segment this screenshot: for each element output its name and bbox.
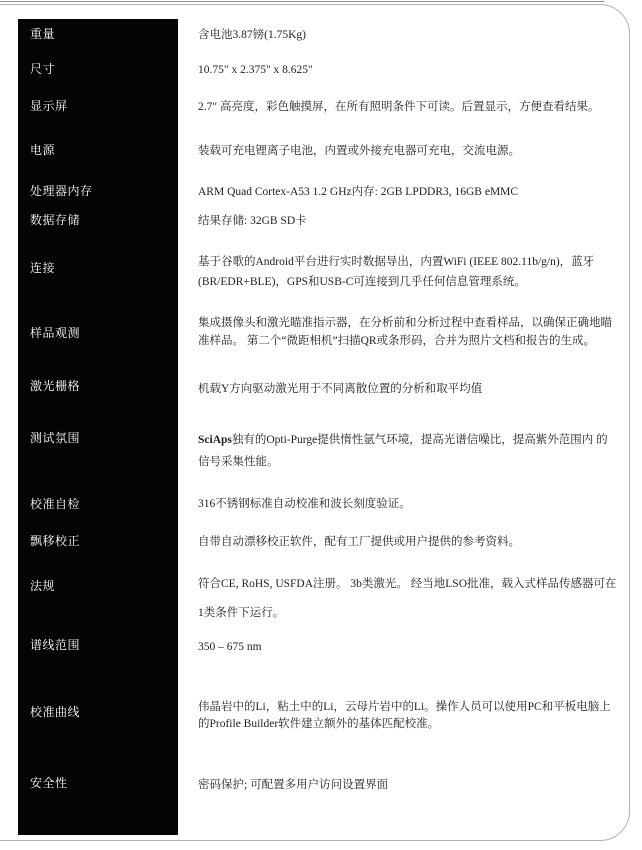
value-calibration-curves: 伟晶岩中的Li，粘土中的Li，云母片岩中的Li。操作人员可以使用PC和平板电脑上的Profile Builder软件建立额外的基体匹配校准。 xyxy=(198,701,611,730)
label-security: 安全性 xyxy=(30,776,68,790)
value-weight: 含电池3.87镑(1.75Kg) xyxy=(198,29,306,41)
value-data-storage: 结果存储: 32GB SD卡 xyxy=(198,215,307,227)
value-power: 装载可充电锂离子电池，内置或外接充电器可充电，交流电源。 xyxy=(198,145,520,157)
value-test-atmosphere xyxy=(198,429,618,473)
label-dimensions: 尺寸 xyxy=(30,62,56,76)
value-drift-correction: 自带自动漂移校正软件，配有工厂提供或用户提供的参考资料。 xyxy=(198,536,520,548)
value-display: 2.7″ 高亮度，彩色触摸屏，在所有照明条件下可读。后置显示，方便查看结果。 xyxy=(198,101,600,113)
value-security: 密码保护; 可配置多用户访问设置界面 xyxy=(198,779,389,791)
value-calibration-check: 316不锈钢标准自动校准和波长刻度验证。 xyxy=(198,498,411,510)
top-edge-line xyxy=(0,1,604,2)
label-calibration-check: 校准自检 xyxy=(30,497,81,511)
value-processor-memory: ARM Quad Cortex-A53 1.2 GHz内存: 2GB LPDDR3, 16GB eMMC xyxy=(198,186,519,198)
label-regulatory: 法规 xyxy=(30,579,56,593)
value-regulatory: 符合CE, RoHS, USFDA注册。 3b类激光。 经当地LSO批准，载入式样品传感器可在1类条件下运行。 xyxy=(198,578,617,619)
label-laser-raster: 激光栅格 xyxy=(30,379,81,393)
value-laser-raster: 机载Y方向驱动激光用于不同离散位置的分析和取平均值 xyxy=(198,383,483,395)
label-power: 电源 xyxy=(30,143,56,157)
label-data-storage: 数据存储 xyxy=(30,213,81,227)
label-weight: 重量 xyxy=(30,27,56,41)
label-calibration-curves: 校准曲线 xyxy=(30,705,81,719)
label-display: 显示屏 xyxy=(30,99,68,113)
value-dimensions: 10.75" x 2.375" x 8.625" xyxy=(198,64,313,76)
label-sample-observation: 样品观测 xyxy=(30,326,81,340)
value-spectral-range: 350 – 675 nm xyxy=(198,641,262,653)
label-spectral-range: 谱线范围 xyxy=(30,638,81,652)
label-connectivity: 连接 xyxy=(30,261,56,275)
value-test-atmosphere-text: 独有的Opti-Purge提供惰性氩气环境，提高光谱信噪比，提高紫外范围内 的信号采集性能。 xyxy=(198,434,608,468)
label-test-atmosphere: 测试氛围 xyxy=(30,431,81,445)
value-sample-observation: 集成摄像头和激光瞄准指示器，在分析前和分析过程中查看样品，以确保正确地瞄准样品。 第二个“微距相机”扫描QR或条形码，合并为照片文档和报告的生成。 xyxy=(198,317,612,347)
brand-name: SciAps xyxy=(198,434,232,446)
label-processor-memory: 处理器内存 xyxy=(30,184,93,198)
label-drift-correction: 飘移校正 xyxy=(30,534,81,548)
value-connectivity: 基于谷歌的Android平台进行实时数据导出，内置WiFi (IEEE 802.11b/g/n)，蓝牙(BR/EDR+BLE)，GPS和USB-C可连接到几乎任何信息管理系统。 xyxy=(198,256,595,288)
